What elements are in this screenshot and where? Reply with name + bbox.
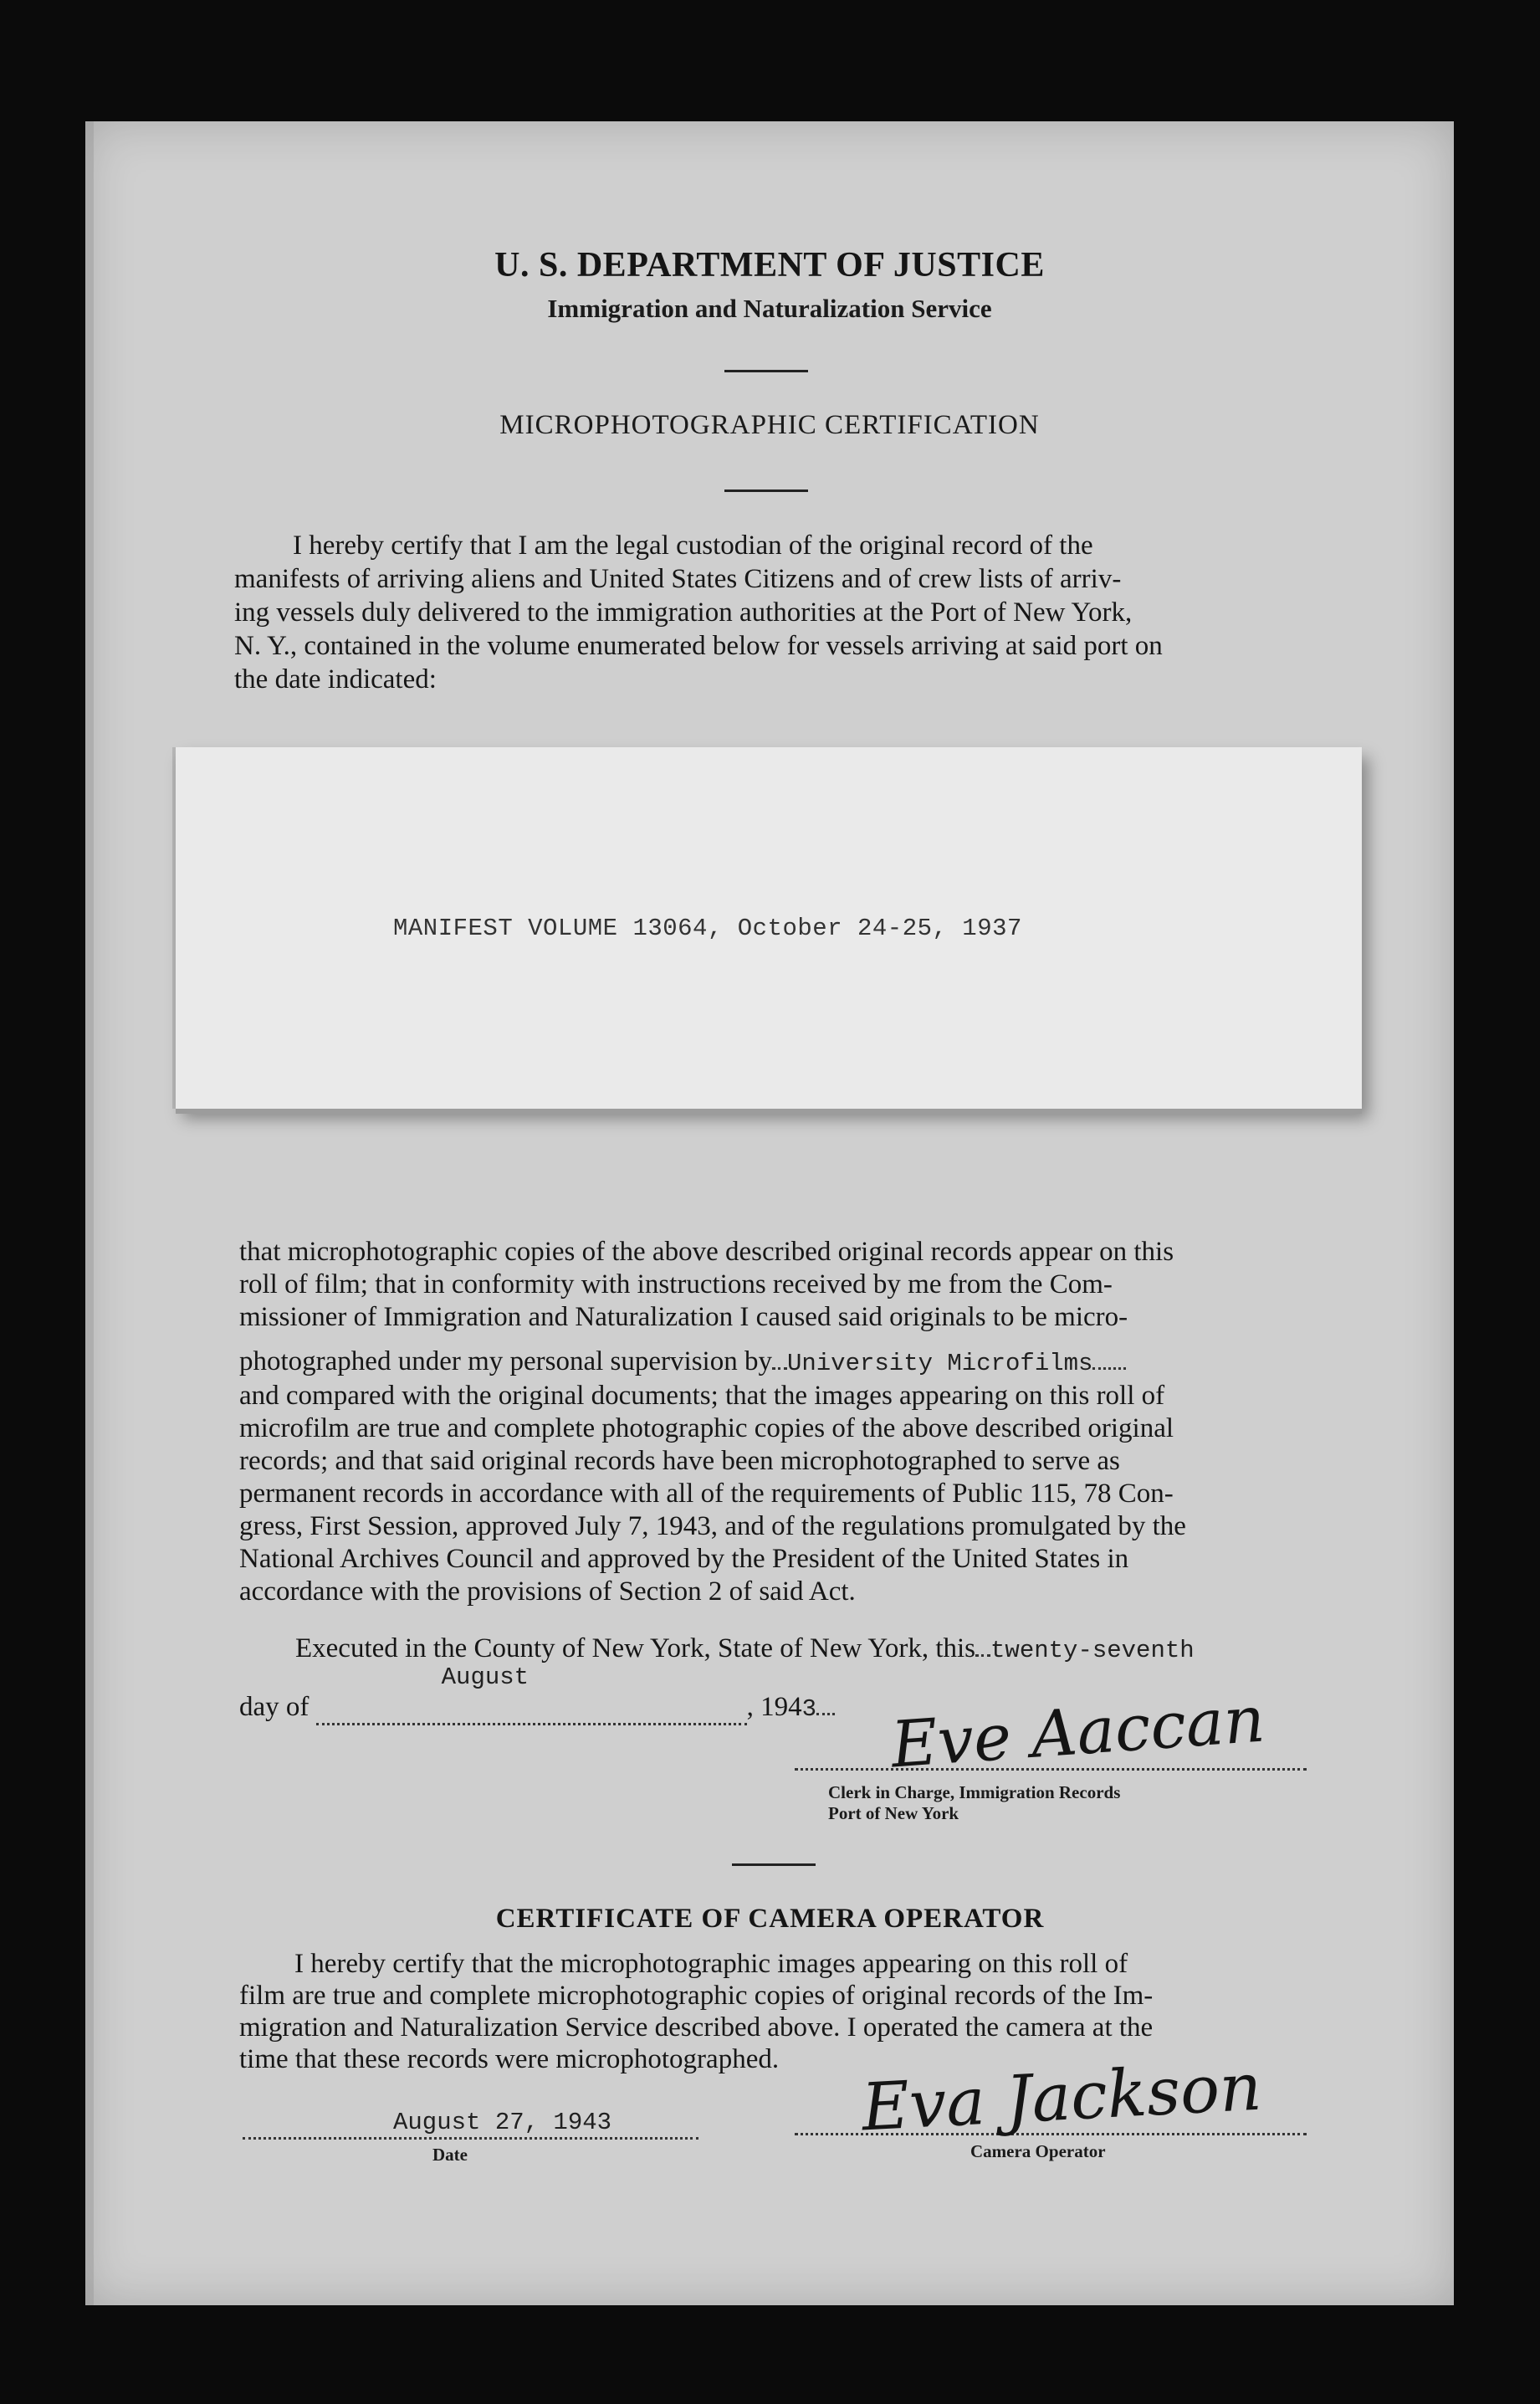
text-line: roll of film; that in conformity with instructions received by me from the Com- [239,1269,1113,1299]
supervision-prefix: photographed under my personal supervision by [239,1346,772,1376]
year-prefix: , 194 [746,1692,802,1722]
day-of-label: day of [239,1692,310,1722]
text-line: that microphotographic copies of the above described original records appear on this [239,1237,1174,1267]
text-line: N. Y., contained in the volume enumerated below for vessels arriving at said port on [234,631,1163,661]
text-line: permanent records in accordance with all of the requirements of Public 115, 78 Con- [239,1479,1174,1509]
dotted-leader [1092,1367,1126,1370]
text-line: the date indicated: [234,664,437,695]
executed-prefix: Executed in the County of New York, State of New York, this [295,1633,976,1663]
text-line: missioner of Immigration and Naturalization I caused said originals to be micro- [239,1302,1128,1332]
text-line: migration and Naturalization Service described above. I operated the camera at the [239,2012,1154,2043]
clerk-title-line: Clerk in Charge, Immigration Records [828,1782,1121,1802]
department-heading: U. S. DEPARTMENT OF JUSTICE [494,246,1045,284]
date-value: August 27, 1943 [393,2109,612,2136]
text-line: manifests of arriving aliens and United States Citizens and of crew lists of arriv- [234,564,1122,594]
executed-line [295,1633,1195,1664]
executed-day: twenty-seventh [990,1637,1195,1664]
certification-title: MICROPHOTOGRAPHIC CERTIFICATION [499,410,1040,440]
divider [724,490,808,492]
service-heading: Immigration and Naturalization Service [547,294,992,323]
supervisor-name: University Microfilms [786,1350,1093,1377]
text-line: microfilm are true and complete photographic copies of the above described original [239,1413,1174,1443]
text-line: and compared with the original documents; that the images appearing on this roll of [239,1381,1165,1411]
supervision-line [239,1346,1312,1380]
text-line: records; and that said original records have been microphotographed to serve as [239,1446,1120,1476]
text-line: accordance with the provisions of Section 2 of said Act. [239,1576,856,1607]
clerk-title-line: Port of New York [828,1803,959,1823]
text-line: ing vessels duly delivered to the immigration authorities at the Port of New York, [234,597,1133,628]
divider [732,1863,816,1866]
sheet-edge [85,121,94,2305]
volume-slip [176,747,1362,1109]
operator-signature: Eva Jackson [859,2049,1264,2146]
date-line [243,2137,698,2140]
month-field [316,1663,747,1725]
dotted-leader [772,1367,787,1370]
dotted-leader [816,1713,835,1715]
operator-label: Camera Operator [970,2141,1106,2161]
date-label: Date [432,2145,468,2165]
body-paragraph [239,1236,1312,1608]
volume-text: MANIFEST VOLUME 13064, October 24-25, 1937 [393,915,1022,942]
text-line: gress, First Session, approved July 7, 1943, and of the regulations promulgated by the [239,1511,1186,1541]
clerk-title [828,1782,1120,1824]
text-line: time that these records were microphotographed. [239,2044,780,2074]
day-of-line [239,1663,835,1725]
text-line: I hereby certify that the microphotographic images appearing on this roll of [294,1949,1128,1979]
month-value: August [441,1663,530,1691]
text-line: I hereby certify that I am the legal custodian of the original record of the [293,531,1093,561]
text-line: National Archives Council and approved by the President of the United States in [239,1544,1129,1574]
text-line: film are true and complete microphotographic copies of original records of the Im- [239,1981,1154,2011]
dotted-leader [975,1654,990,1657]
clerk-signature: Eve Aaccan [888,1681,1267,1782]
year-digit: 3 [801,1695,817,1723]
intro-paragraph [234,529,1307,696]
divider [724,370,808,372]
camera-certificate-title: CERTIFICATE OF CAMERA OPERATOR [495,1904,1045,1934]
